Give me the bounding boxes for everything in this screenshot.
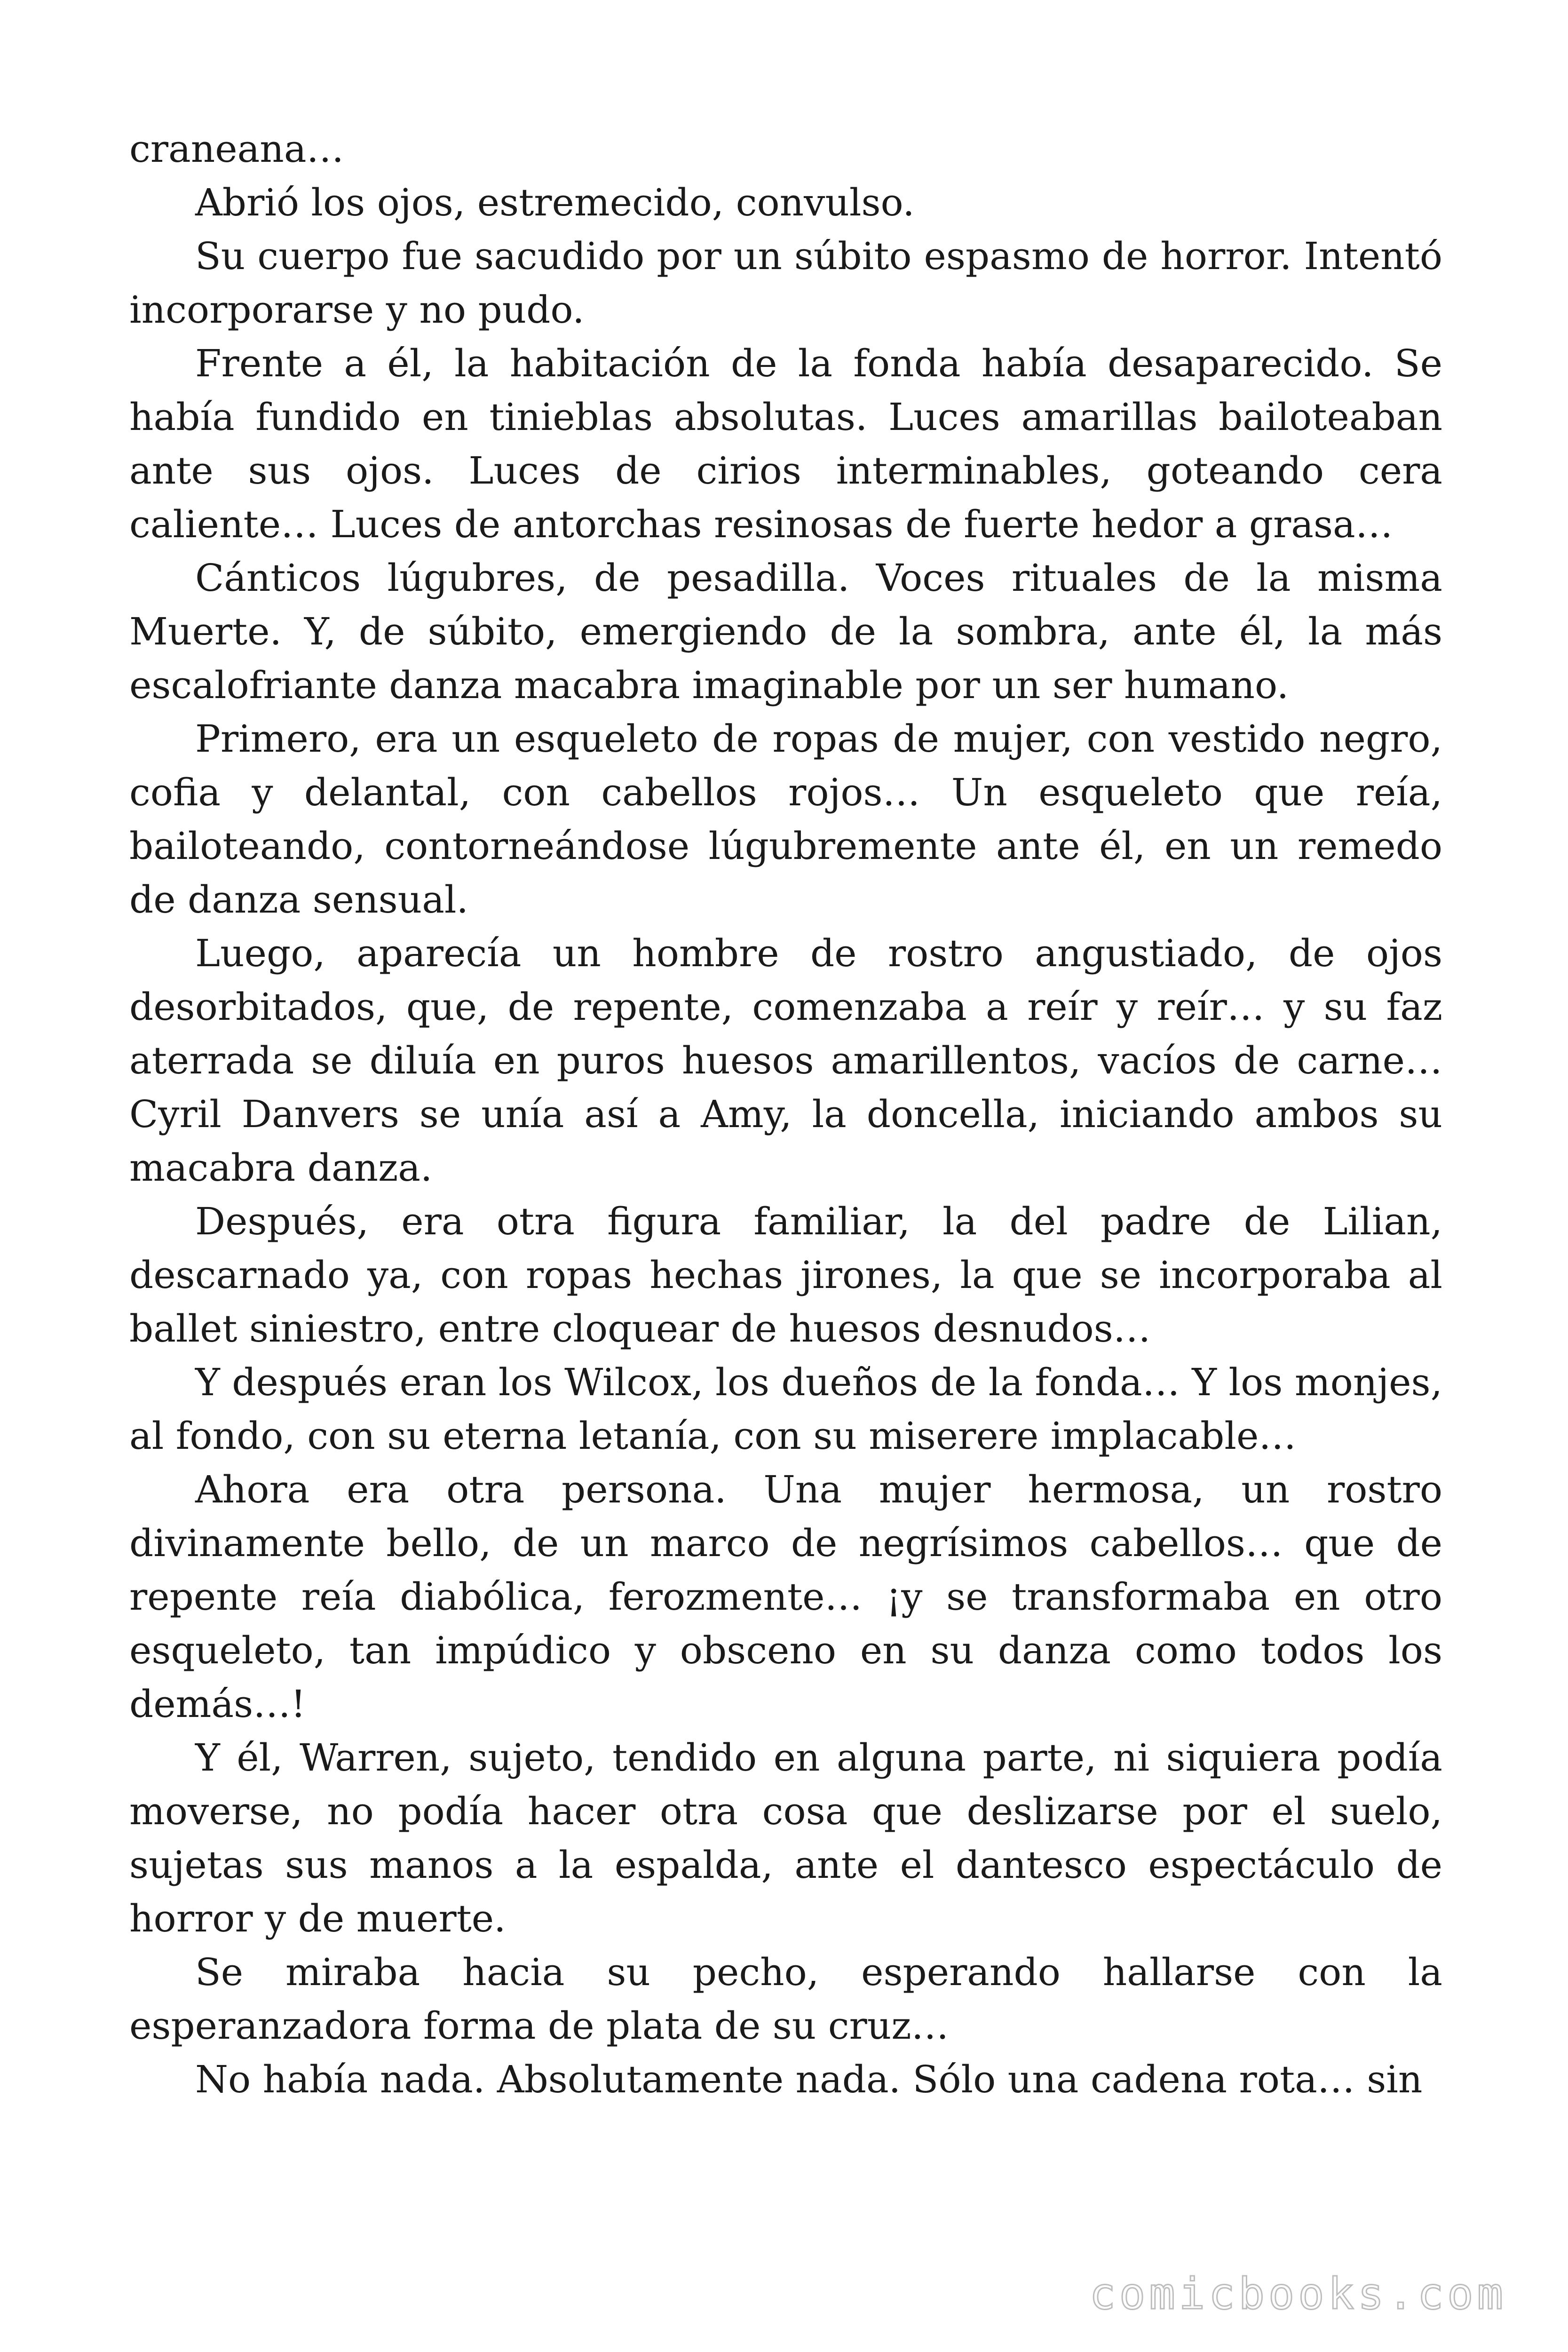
paragraph: Ahora era otra persona. Una mujer hermosa, un rostro divinamente bello, de un marco de negrísimos cabellos… que de repente reía diabólica, ferozmente… ¡y se transformaba en otro esqueleto, tan impúdico y obsceno en su danza como todos los demás…! xyxy=(129,1468,1442,1726)
paragraph: Abrió los ojos, estremecido, convulso. xyxy=(195,181,915,224)
paragraph: Y él, Warren, sujeto, tendido en alguna parte, ni siquiera podía moverse, no podía hacer otra cosa que deslizarse por el suelo, sujetas sus manos a la espalda, ante el dantesco espectáculo de horror y de muerte. xyxy=(129,1736,1442,1940)
paragraph: Y después eran los Wilcox, los dueños de la fonda… Y los monjes, al fondo, con su eterna letanía, con su miserere implacable… xyxy=(129,1360,1442,1458)
paragraph: Después, era otra figura familiar, la del padre de Lilian, descarnado ya, con ropas hechas jirones, la que se incorporaba al ballet siniestro, entre cloquear de huesos desnudos… xyxy=(129,1200,1442,1351)
watermark: comicbooks.com xyxy=(1089,2269,1507,2319)
paragraph: No había nada. Absolutamente nada. Sólo una cadena rota… sin xyxy=(195,2058,1423,2101)
paragraph: Su cuerpo fue sacudido por un súbito espasmo de horror. Intentó incorporarse y no pudo. xyxy=(129,234,1442,332)
paragraph: Luego, aparecía un hombre de rostro angustiado, de ojos desorbitados, que, de repente, comenzaba a reír y reír… y su faz aterrada se diluía en puros huesos amarillentos, vacíos de carne… Cyril Danvers se unía así a Amy, la doncella, iniciando ambos su macabra danza. xyxy=(129,931,1442,1190)
paragraph: Se miraba hacia su pecho, esperando hallarse con la esperanzadora forma de plata de su cruz… xyxy=(129,1950,1442,2048)
paragraph: Frente a él, la habitación de la fonda había desaparecido. Se había fundido en tinieblas absolutas. Luces amarillas bailoteaban ante sus ojos. Luces de cirios interminables, goteando cera caliente… Luces de antorchas resinosas de fuerte hedor a grasa… xyxy=(129,342,1442,546)
paragraph: Cánticos lúgubres, de pesadilla. Voces rituales de la misma Muerte. Y, de súbito, emergiendo de la sombra, ante él, la más escalofriante danza macabra imaginable por un ser humano. xyxy=(129,556,1442,707)
body-text xyxy=(129,0,1442,2106)
paragraph: craneana… xyxy=(129,127,344,171)
paragraph: Primero, era un esqueleto de ropas de mujer, con vestido negro, cofia y delantal, con cabellos rojos… Un esqueleto que reía, bailoteando, contorneándose lúgubremente ante él, en un remedo de danza sensual. xyxy=(129,717,1442,922)
book-page xyxy=(129,0,1442,2352)
